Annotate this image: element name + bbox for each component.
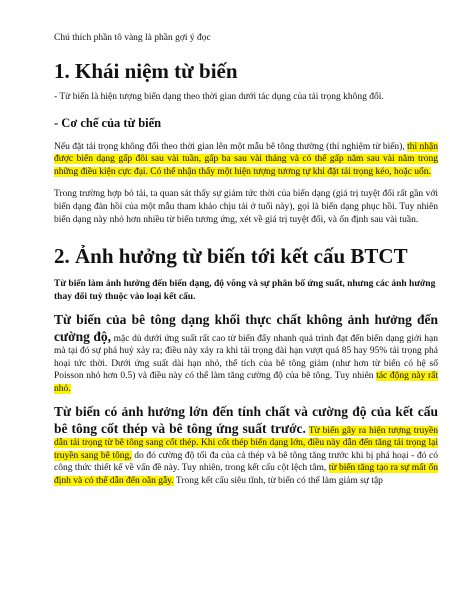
mechanism-highlight: thì nhận được biến dạng gấp đôi sau vài tuần, gấp ba sau vài tháng và có thể gấp năm sau vài năm trong những điều kiện cực đại. Có thể nhận thấy một hiện tượng tương tự khi đặt tải trọng kéo, hoặc uốn.	[54, 141, 438, 177]
block-1-text: mặc dù dưới ứng suất rất cao từ biến đẩy nhanh quá trình đạt đến biến dạng giới hạn mà tại đó sự phá huỷ xảy ra; điều này xảy ra khi tải trọng dài hạn vượt quá 85 hay 95% tải trọng phá hoại tức thời. Dưới ứng suất dài hạn nhỏ, thể tích của bê tông giảm (như hơn từ biến có hệ số Poisson nhỏ hơn 0.5) và điều này có thể làm tăng cường độ của bê tông. Tuy nhiên	[54, 333, 438, 382]
section-2-intro: Từ biến làm ảnh hưởng đến biến dạng, độ võng và sự phân bố ứng suất, nhưng các ảnh hưởng thay đổi tuỳ thuộc vào loại kết cấu.	[54, 279, 436, 302]
block-1-lead: Từ biến của bê tông dạng khối thực chất không ảnh hưởng đến cường độ,	[54, 312, 438, 344]
block-2-lead: Từ biến có ảnh hưởng lớn đến tính chất và cường độ của kết cấu bê tông cốt thép và bê tông ứng suất trước.	[54, 404, 438, 436]
block-1-paragraph	[54, 312, 438, 395]
mechanism-paragraph-1	[54, 141, 438, 179]
block-2-text-b: do đó cường độ tối đa của cả thép và bê tông tăng trước khi bị phá hoại - đó có công thức thiết kế về vấn đề này. Tuy nhiên, trong kết cấu cột lệch tâm,	[54, 450, 438, 474]
section-2-heading: 2. Ảnh hưởng từ biến tới kết cấu BTCT	[54, 244, 408, 269]
block-2-paragraph	[54, 404, 438, 487]
block-1-highlight: tác động này rất nhỏ.	[54, 371, 438, 394]
block-2-highlight-a: Từ biến gây ra hiện tượng truyền dẫn tải trọng từ bê tông sang cốt thép. Khi cốt thép biến dạng lớn, điều này dẫn đến tăng tải trọng lại truyền sang bê tông,	[54, 425, 439, 461]
block-2-highlight-b: từ biến tăng tạo ra sự mất ổn định và có thể dẫn đến oằn gẫy.	[54, 463, 438, 486]
mechanism-text: Nếu đặt tải trọng không đổi theo thời gian lên một mẫu bê tông thường (thí nghiệm từ biến),	[54, 141, 408, 152]
mechanism-paragraph-2: Trong trường hợp bỏ tải, ta quan sát thấy sự giảm tức thời của biến dạng (giá trị tuyệt đối rất gần với biến dạng đàn hồi của một mẫu tham khảo chịu tải ở tuổi này), gọi là biến dạng phục hồi. Tuy nhiên biến dạng này nhỏ hơn nhiều từ biến tương ứng, xét về giá trị tuyệt đối, và ổn định sau vài tuần.	[54, 189, 438, 225]
mechanism-heading: - Cơ chế của từ biến	[54, 115, 162, 130]
section-1-heading: 1. Khái niệm từ biến	[54, 59, 238, 83]
creep-definition: - Từ biến là hiện tượng biến dạng theo thời gian dưới tác dụng của tải trọng không đổi.	[54, 92, 384, 102]
reading-note: Chú thích phần tô vàng là phần gợi ý đọc	[54, 33, 211, 43]
block-2-text-c: Trong kết cấu siêu tĩnh, từ biến có thể làm giảm sự tập	[173, 475, 383, 486]
